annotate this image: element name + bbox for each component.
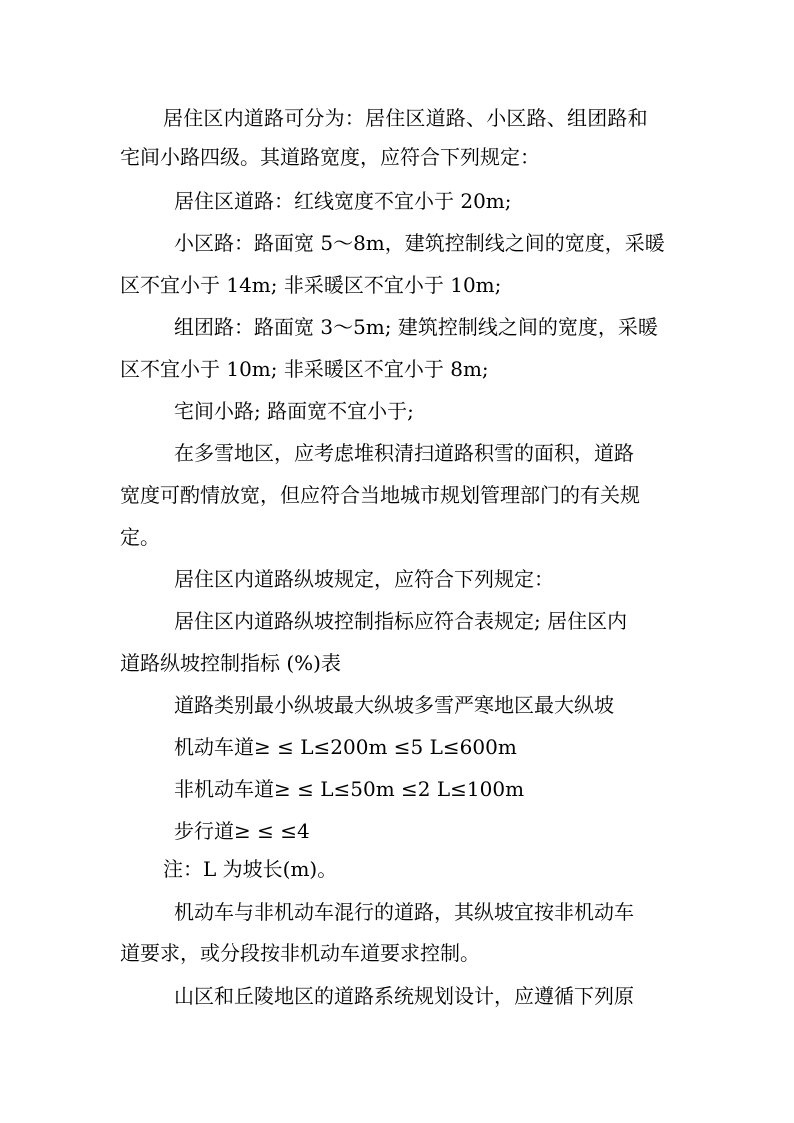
paragraph-line: 机动车与非机动车混行的道路，其纵坡宜按非机动车	[174, 900, 634, 924]
paragraph-line: 道要求，或分段按非机动车道要求控制。	[120, 941, 480, 965]
paragraph-line: 居住区内道路纵坡规定，应符合下列规定：	[174, 567, 554, 591]
table-row-line: 步行道≥ ≤ ≤4	[174, 819, 310, 843]
paragraph-line: 居住区内道路纵坡控制指标应符合表规定; 居住区内	[174, 609, 628, 633]
table-row-line: 机动车道≥ ≤ L≤200m ≤5 L≤600m	[174, 735, 517, 759]
paragraph-line: 组团路：路面宽 3～5m; 建筑控制线之间的宽度，采暖	[174, 315, 658, 339]
table-row-line: 非机动车道≥ ≤ L≤50m ≤2 L≤100m	[174, 777, 525, 801]
paragraph-line: 区不宜小于 10m; 非采暖区不宜小于 8m;	[120, 357, 489, 381]
paragraph-line: 山区和丘陵地区的道路系统规划设计，应遵循下列原	[174, 984, 634, 1008]
paragraph-line: 居住区内道路可分为：居住区道路、小区路、组团路和	[163, 106, 648, 130]
paragraph-line: 小区路：路面宽 5～8m，建筑控制线之间的宽度，采暖	[174, 231, 665, 255]
paragraph-line: 区不宜小于 14m; 非采暖区不宜小于 10m;	[120, 273, 502, 297]
paragraph-line: 宅间小路四级。其道路宽度，应符合下列规定：	[120, 145, 540, 169]
paragraph-line: 道路纵坡控制指标 (%)表	[120, 651, 341, 675]
paragraph-line: 在多雪地区，应考虑堆积清扫道路积雪的面积，道路	[174, 441, 634, 465]
paragraph-line: 宽度可酌情放宽，但应符合当地城市规划管理部门的有关规	[120, 483, 640, 507]
paragraph-line: 定。	[120, 525, 160, 549]
paragraph-line: 居住区道路：红线宽度不宜小于 20m;	[174, 189, 512, 213]
table-header-line: 道路类别最小纵坡最大纵坡多雪严寒地区最大纵坡	[174, 693, 614, 717]
paragraph-line: 宅间小路; 路面宽不宜小于;	[174, 399, 414, 423]
note-line: 注：L 为坡长(m)。	[163, 857, 338, 881]
